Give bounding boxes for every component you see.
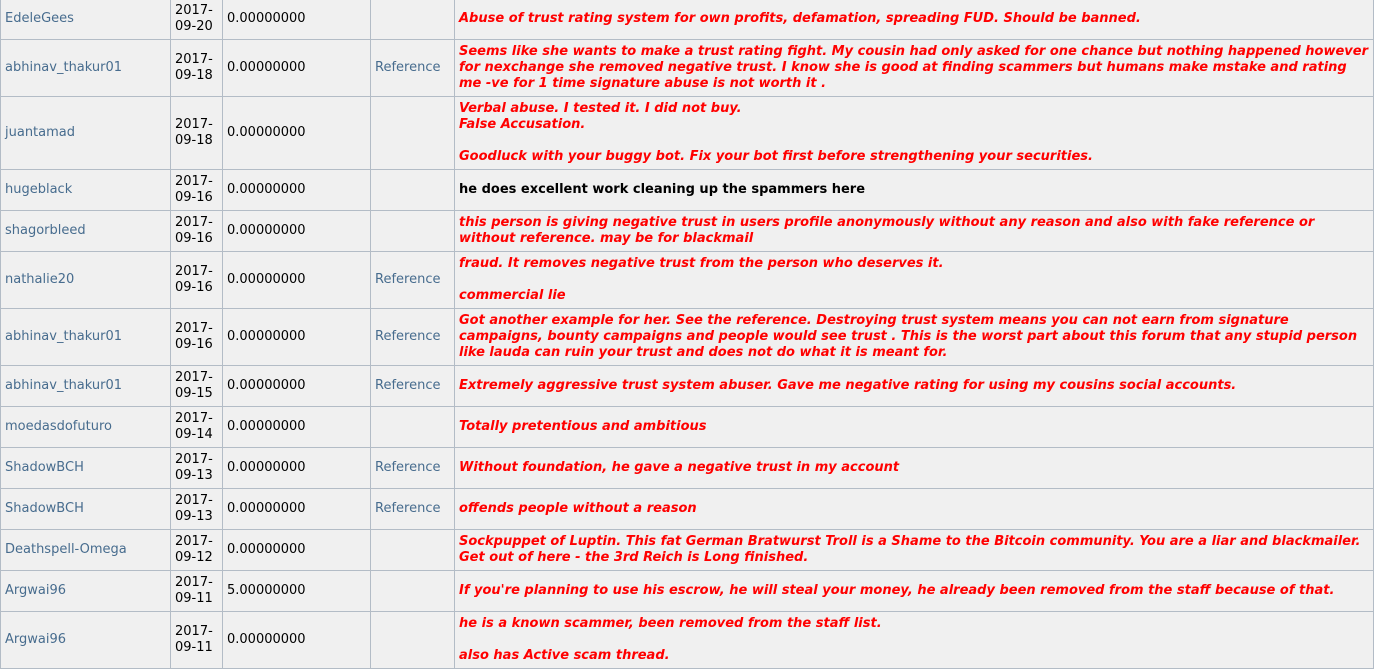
reference-cell: [371, 0, 455, 40]
user-link[interactable]: abhinav_thakur01: [5, 329, 123, 344]
user-cell: [1, 309, 171, 366]
reference-cell: [371, 571, 455, 612]
table-row: [1, 571, 1374, 612]
risked-amount-cell: 0.00000000: [223, 448, 371, 489]
user-link[interactable]: moedasdofuturo: [5, 419, 112, 434]
user-cell: [1, 0, 171, 40]
risked-amount-cell: 0.00000000: [223, 612, 371, 669]
date-cell: 2017- 09-18: [171, 97, 223, 170]
reference-cell: [371, 448, 455, 489]
date-cell: 2017- 09-15: [171, 366, 223, 407]
reference-cell: [371, 612, 455, 669]
user-link[interactable]: hugeblack: [5, 182, 73, 197]
user-link[interactable]: abhinav_thakur01: [5, 378, 123, 393]
risked-amount-cell: 5.00000000: [223, 571, 371, 612]
reference-cell: [371, 530, 455, 571]
date-cell: 2017- 09-18: [171, 40, 223, 97]
table-row: [1, 97, 1374, 170]
user-cell: [1, 40, 171, 97]
reference-link[interactable]: Reference: [375, 460, 441, 475]
negative-feedback-message: Without foundation, he gave a negative trust in my account: [455, 448, 1374, 489]
negative-feedback-message: Sockpuppet of Luptin. This fat German Bratwurst Troll is a Shame to the Bitcoin community. You are a liar and blackmailer. Get out of here - the 3rd Reich is Long finished.: [455, 530, 1374, 571]
user-link[interactable]: nathalie20: [5, 272, 75, 287]
risked-amount-cell: 0.00000000: [223, 366, 371, 407]
risked-amount-cell: 0.00000000: [223, 40, 371, 97]
date-cell: 2017- 09-13: [171, 448, 223, 489]
user-link[interactable]: juantamad: [5, 125, 76, 140]
date-cell: 2017- 09-16: [171, 309, 223, 366]
trust-feedback-body: [1, 0, 1374, 669]
user-link[interactable]: shagorbleed: [5, 223, 86, 238]
user-link[interactable]: abhinav_thakur01: [5, 60, 123, 75]
table-row: [1, 40, 1374, 97]
reference-cell: [371, 366, 455, 407]
negative-feedback-message: Extremely aggressive trust system abuser. Gave me negative rating for using my cousins social accounts.: [455, 366, 1374, 407]
reference-cell: [371, 407, 455, 448]
reference-link[interactable]: Reference: [375, 501, 441, 516]
reference-link[interactable]: Reference: [375, 272, 441, 287]
table-row: [1, 612, 1374, 669]
table-row: [1, 0, 1374, 40]
risked-amount-cell: 0.00000000: [223, 97, 371, 170]
table-row: [1, 530, 1374, 571]
user-cell: [1, 97, 171, 170]
date-cell: 2017- 09-14: [171, 407, 223, 448]
negative-feedback-message: this person is giving negative trust in users profile anonymously without any reason and also with fake reference or without reference. may be for blackmail: [455, 211, 1374, 252]
date-cell: 2017- 09-16: [171, 211, 223, 252]
negative-feedback-message: Verbal abuse. I tested it. I did not buy. False Accusation. Goodluck with your buggy bot. Fix your bot first before strengthening your securities.: [455, 97, 1374, 170]
date-cell: 2017- 09-12: [171, 530, 223, 571]
user-link[interactable]: EdeleGees: [5, 11, 74, 26]
table-row: [1, 309, 1374, 366]
user-link[interactable]: Argwai96: [5, 583, 67, 598]
table-row: [1, 407, 1374, 448]
user-cell: [1, 530, 171, 571]
date-cell: 2017- 09-16: [171, 252, 223, 309]
user-cell: [1, 252, 171, 309]
user-link[interactable]: ShadowBCH: [5, 501, 84, 516]
reference-link[interactable]: Reference: [375, 378, 441, 393]
user-cell: [1, 612, 171, 669]
risked-amount-cell: 0.00000000: [223, 309, 371, 366]
table-row: [1, 366, 1374, 407]
risked-amount-cell: 0.00000000: [223, 252, 371, 309]
date-cell: 2017- 09-11: [171, 571, 223, 612]
user-cell: [1, 571, 171, 612]
negative-feedback-message: fraud. It removes negative trust from the person who deserves it. commercial lie: [455, 252, 1374, 309]
table-row: [1, 448, 1374, 489]
date-cell: 2017- 09-20: [171, 0, 223, 40]
risked-amount-cell: 0.00000000: [223, 407, 371, 448]
negative-feedback-message: Seems like she wants to make a trust rating fight. My cousin had only asked for one chance but nothing happened however for nexchange she removed negative trust. I know she is good at finding scammers but humans make mstake and rating me -ve for 1 time signature abuse is not worth it .: [455, 40, 1374, 97]
reference-cell: [371, 489, 455, 530]
user-cell: [1, 170, 171, 211]
risked-amount-cell: 0.00000000: [223, 211, 371, 252]
negative-feedback-message: If you're planning to use his escrow, he will steal your money, he already been removed from the staff because of that.: [455, 571, 1374, 612]
negative-feedback-message: Got another example for her. See the reference. Destroying trust system means you can not earn from signature campaigns, bounty campaigns and people would see trust . This is the worst part about this forum that any stupid person like lauda can ruin your trust and does not do what it is meant for.: [455, 309, 1374, 366]
date-cell: 2017- 09-16: [171, 170, 223, 211]
user-link[interactable]: ShadowBCH: [5, 460, 84, 475]
table-row: [1, 170, 1374, 211]
user-cell: [1, 489, 171, 530]
reference-cell: [371, 40, 455, 97]
negative-feedback-message: offends people without a reason: [455, 489, 1374, 530]
negative-feedback-message: he is a known scammer, been removed from the staff list. also has Active scam thread.: [455, 612, 1374, 669]
user-cell: [1, 366, 171, 407]
table-row: [1, 211, 1374, 252]
user-link[interactable]: Deathspell-Omega: [5, 542, 127, 557]
negative-feedback-message: Abuse of trust rating system for own profits, defamation, spreading FUD. Should be banned.: [455, 0, 1374, 40]
risked-amount-cell: 0.00000000: [223, 170, 371, 211]
date-cell: 2017- 09-13: [171, 489, 223, 530]
risked-amount-cell: 0.00000000: [223, 0, 371, 40]
reference-link[interactable]: Reference: [375, 329, 441, 344]
user-cell: [1, 448, 171, 489]
risked-amount-cell: 0.00000000: [223, 489, 371, 530]
reference-cell: [371, 211, 455, 252]
reference-cell: [371, 252, 455, 309]
table-row: [1, 489, 1374, 530]
date-cell: 2017- 09-11: [171, 612, 223, 669]
reference-link[interactable]: Reference: [375, 60, 441, 75]
user-link[interactable]: Argwai96: [5, 632, 67, 647]
reference-cell: [371, 309, 455, 366]
reference-cell: [371, 170, 455, 211]
reference-cell: [371, 97, 455, 170]
user-cell: [1, 407, 171, 448]
positive-feedback-message: he does excellent work cleaning up the spammers here: [455, 170, 1374, 211]
user-cell: [1, 211, 171, 252]
table-row: [1, 252, 1374, 309]
negative-feedback-message: Totally pretentious and ambitious: [455, 407, 1374, 448]
risked-amount-cell: 0.00000000: [223, 530, 371, 571]
